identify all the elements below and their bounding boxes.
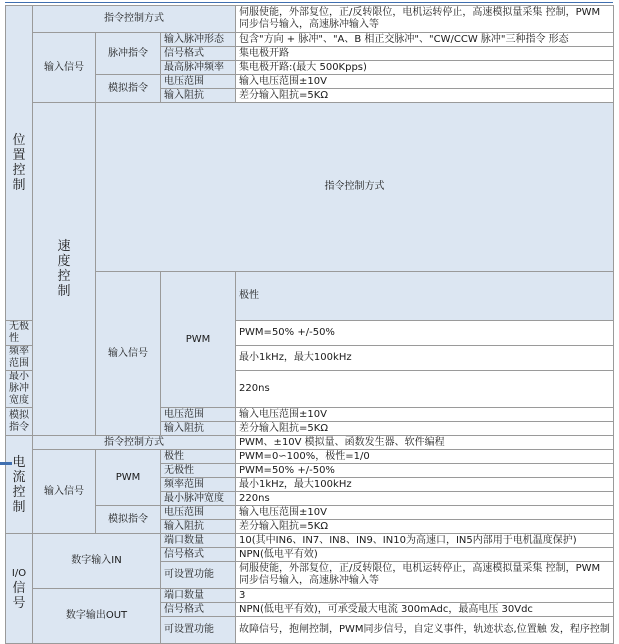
table-row: [6, 450, 614, 464]
row-value: 3: [236, 589, 614, 603]
row-value: 差分输入阻抗=5KΩ: [236, 520, 614, 534]
row-value: 220ns: [236, 371, 614, 408]
row-value: 输入电压范围±10V: [236, 75, 614, 89]
speed-analog-label: 模拟指令: [6, 408, 33, 436]
row-value: 输入电压范围±10V: [236, 408, 614, 422]
corner-mark: [0, 462, 12, 465]
row-label: 无极性: [161, 464, 236, 478]
row-label: 电压范围: [161, 506, 236, 520]
row-label: 信号格式: [161, 47, 236, 61]
row-value: 输入电压范围±10V: [236, 506, 614, 520]
table-row: [6, 75, 614, 89]
row-label: 极性: [236, 272, 614, 321]
row-label: 输入阻抗: [161, 520, 236, 534]
row-value: 最小1kHz，最大100kHz: [236, 346, 614, 371]
position-mode-label: 指令控制方式: [33, 6, 236, 33]
row-label: 电压范围: [161, 408, 236, 422]
row-value: 伺服使能，外部复位，正/反转限位，电机运转停止，高速模拟量采集 控制，PWM同步信号输入，高速脉冲输入等: [236, 562, 614, 589]
position-section-title: 位 置 控 制: [6, 6, 33, 321]
row-label: 极性: [161, 450, 236, 464]
speed-pwm-label: PWM: [161, 272, 236, 408]
row-value: 故障信号，抱闸控制，PWM同步信号，自定义事件，轨迹状态,位置触 发，程序控制: [236, 617, 614, 644]
row-value: PWM=50% +/-50%: [236, 464, 614, 478]
row-label: 输入阻抗: [161, 89, 236, 103]
speed-mode-row: [6, 103, 614, 272]
row-label: 最高脉冲频率: [161, 61, 236, 75]
speed-mode-label: 指令控制方式: [96, 103, 614, 272]
position-pulse-label: 脉冲指令: [96, 33, 161, 75]
row-label: 可设置功能: [161, 562, 236, 589]
current-mode-value: PWM、±10V 模拟量、函数发生器、软件编程: [236, 436, 614, 450]
row-value: 10(其中IN6、IN7、IN8、IN9、IN10为高速口，IN5内部用于电机温度保护): [236, 534, 614, 548]
spec-table: [5, 5, 614, 644]
io-din-label: 数字输入IN: [33, 534, 161, 589]
row-value: NPN(低电平有效)，可承受最大电流 300mAdc，最高电压 30Vdc: [236, 603, 614, 617]
row-value: 集电极开路: [236, 47, 614, 61]
row-label: 频率范围: [6, 346, 33, 371]
io-section-title: I/O 信 号: [6, 534, 33, 644]
row-label: 无极性: [6, 321, 33, 346]
row-value: PWM=0∽100%，极性=1/0: [236, 450, 614, 464]
row-value: 差分输入阻抗=5KΩ: [236, 422, 614, 436]
row-value: 集电极开路:(最大 500Kpps): [236, 61, 614, 75]
row-label: 端口数量: [161, 589, 236, 603]
table-row: [6, 506, 614, 520]
table-row: [6, 589, 614, 603]
row-label: 输入阻抗: [161, 422, 236, 436]
current-mode-label: 指令控制方式: [33, 436, 236, 450]
row-label: 信号格式: [161, 548, 236, 562]
current-pwm-label: PWM: [96, 450, 161, 506]
current-mode-row: [6, 436, 614, 450]
row-label: 可设置功能: [161, 617, 236, 644]
table-row: [6, 33, 614, 47]
row-label: 最小脉冲宽度: [161, 492, 236, 506]
row-value: 差分输入阻抗=5KΩ: [236, 89, 614, 103]
position-analog-label: 模拟指令: [96, 75, 161, 103]
io-dout-label: 数字输出OUT: [33, 589, 161, 644]
current-analog-label: 模拟指令: [96, 506, 161, 534]
current-input-label: 输入信号: [33, 450, 96, 534]
row-value: 220ns: [236, 492, 614, 506]
row-value: NPN(低电平有效): [236, 548, 614, 562]
row-label: 输入脉冲形态: [161, 33, 236, 47]
row-label: 信号格式: [161, 603, 236, 617]
row-label: 最小脉冲宽度: [6, 371, 33, 408]
row-label: 电压范围: [161, 75, 236, 89]
row-value: 最小1kHz，最大100kHz: [236, 478, 614, 492]
row-label: 端口数量: [161, 534, 236, 548]
top-rule: [5, 2, 613, 3]
row-label: 频率范围: [161, 478, 236, 492]
row-value: 包含"方向 + 脉冲"、"A、B 相正交脉冲"、"CW/CCW 脉冲"三种指令 形态: [236, 33, 614, 47]
table-row: [6, 272, 614, 321]
speed-input-label: 输入信号: [96, 272, 161, 436]
current-section-title: 电 流 控 制: [6, 436, 33, 534]
row-value: PWM=50% +/-50%: [236, 321, 614, 346]
position-mode-row: [6, 6, 614, 33]
position-mode-value: 伺服使能，外部复位，正/反转限位，电机运转停止，高速模拟量采集 控制，PWM同步信号输入，高速脉冲输入等: [236, 6, 614, 33]
table-row: [6, 534, 614, 548]
position-input-label: 输入信号: [33, 33, 96, 103]
speed-section-title: 速 度 控 制: [33, 103, 96, 436]
